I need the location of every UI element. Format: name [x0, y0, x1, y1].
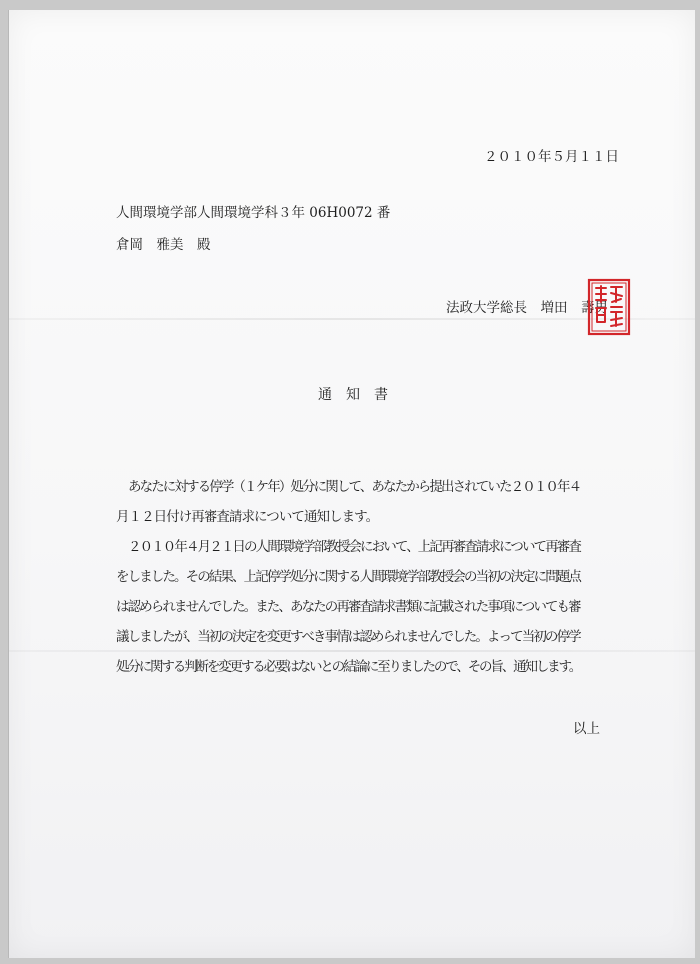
- body-line: ２０１０年４月２１日の人間環境学部教授会において、上記再審査請求について再審査: [128, 539, 580, 555]
- paper-fold: [9, 650, 695, 652]
- document-title: 通 知 書: [318, 387, 388, 403]
- sender-name: 法政大学総長 増田 壽男: [446, 300, 608, 316]
- body-line: 月１２日付け再審査請求について通知します。: [116, 509, 379, 525]
- body-line: は認められませんでした。また、あなたの再審査請求書類に記載された事項についても審: [116, 599, 580, 615]
- closing-mark: 以上: [573, 721, 600, 737]
- body-line: あなたに対する停学（１ケ年）処分に関して、あなたから提出されていた２０１０年４: [128, 479, 581, 495]
- body-line: をしました。その結果、上記停学処分に関する人間環境学部教授会の当初の決定に問題点: [116, 569, 580, 585]
- recipient-name: 倉岡 雅美 殿: [116, 237, 211, 253]
- body-line: 処分に関する判断を変更する必要はないとの結論に至りましたので、その旨、通知します。: [116, 659, 581, 675]
- official-seal: [587, 278, 631, 336]
- letter-date: ２０１０年５月１１日: [484, 149, 619, 165]
- body-line: 議しましたが、当初の決定を変更すべき事情は認められませんでした。よって当初の停学: [116, 629, 580, 645]
- recipient-department: 人間環境学部人間環境学科３年 06H0072 番: [116, 205, 391, 221]
